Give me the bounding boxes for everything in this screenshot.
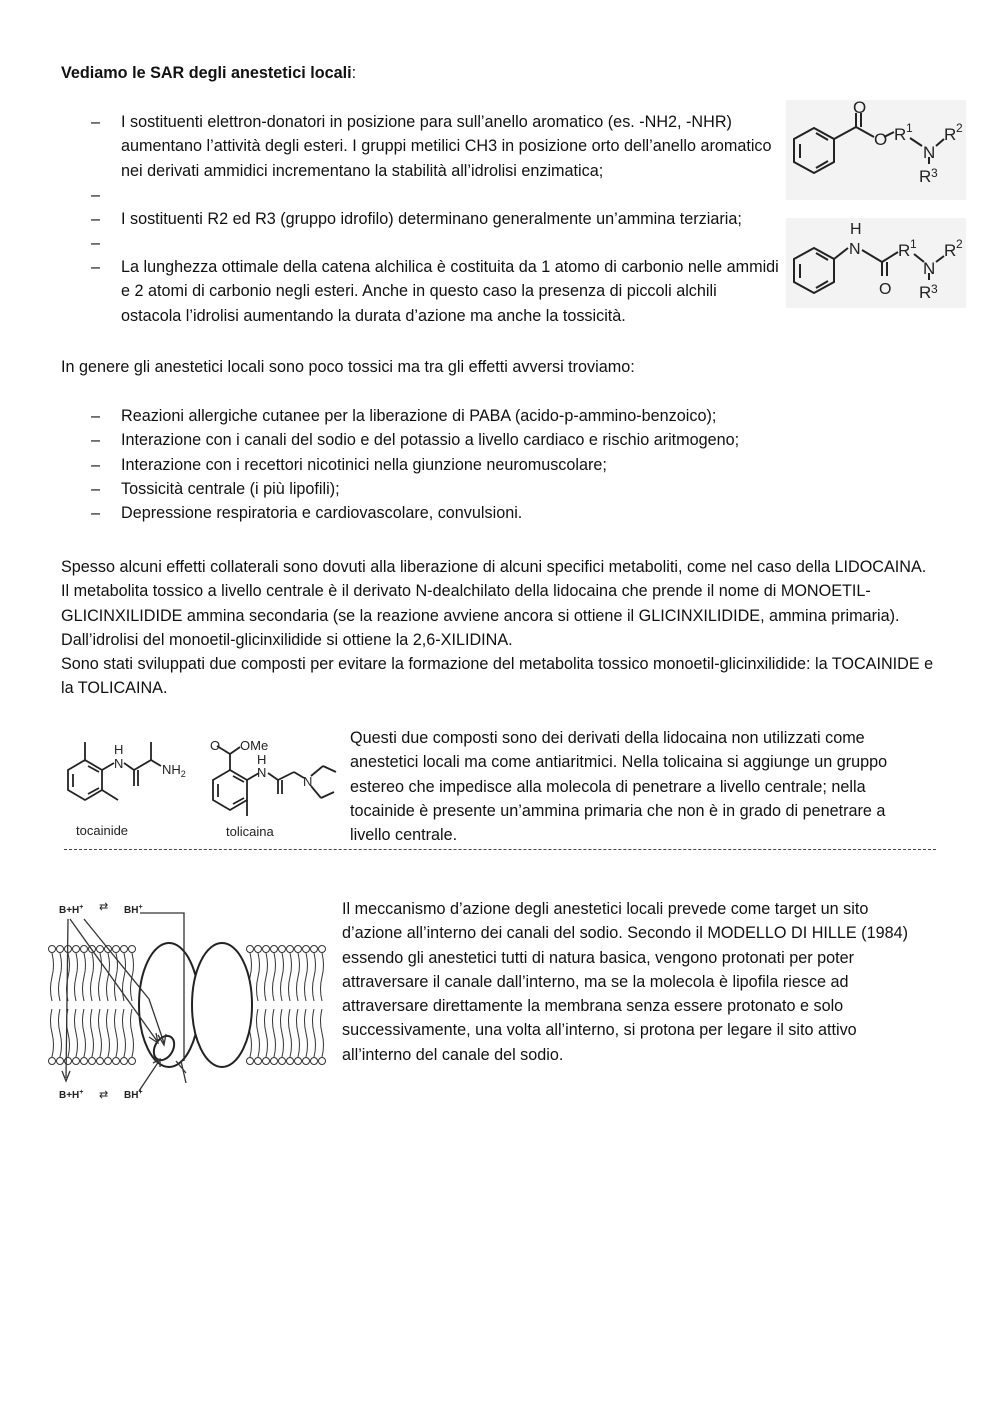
lipid-head bbox=[105, 1058, 112, 1065]
lipid-tail bbox=[51, 1009, 54, 1057]
tocainide-name: tocainide bbox=[76, 823, 129, 838]
lipid-tail bbox=[265, 953, 268, 1001]
lipid-tail bbox=[51, 953, 54, 1001]
lipid-head bbox=[311, 1058, 318, 1065]
carbonyl-oxygen-label: O bbox=[853, 100, 867, 117]
membrane-channel-diagram bbox=[44, 893, 334, 1113]
lipid-tail bbox=[83, 953, 86, 1001]
amide-nitrogen-label: N bbox=[849, 241, 861, 258]
lipid-head bbox=[287, 1058, 294, 1065]
adverse-item: – Tossicità centrale (i più lipofili); bbox=[61, 477, 941, 501]
lipid-head bbox=[129, 1058, 136, 1065]
lipid-tail bbox=[281, 953, 284, 1001]
adverse-item: – Interazione con i recettori nicotinici nella giunzione neuromuscolare; bbox=[61, 453, 941, 477]
lipid-head bbox=[113, 946, 120, 953]
r2-label: R bbox=[944, 241, 957, 260]
tolicaina-o-label: O bbox=[210, 738, 221, 753]
lipid-tail bbox=[59, 1009, 62, 1057]
lipid-head bbox=[89, 1058, 96, 1065]
top-left-equilibrium: B+H+ bbox=[59, 904, 84, 916]
lipid-head bbox=[255, 1058, 262, 1065]
lipid-tail bbox=[99, 1009, 102, 1057]
amine-nitrogen-label: N bbox=[923, 143, 936, 162]
lipid-tail bbox=[321, 953, 324, 1001]
section-heading bbox=[61, 61, 356, 85]
lipid-head bbox=[263, 1058, 270, 1065]
r3-superscript: 3 bbox=[931, 166, 938, 180]
lipid-head bbox=[57, 1058, 64, 1065]
heading-colon: : bbox=[351, 64, 357, 82]
lipid-tail bbox=[257, 953, 260, 1001]
r3-superscript: 3 bbox=[931, 282, 938, 296]
lipid-tail bbox=[289, 953, 292, 1001]
lipid-tail bbox=[107, 1009, 110, 1057]
lipid-head bbox=[303, 1058, 310, 1065]
ester-oxygen-label: O bbox=[874, 130, 888, 149]
carbonyl-oxygen-label: O bbox=[879, 281, 892, 298]
r1-superscript: 1 bbox=[910, 237, 917, 251]
compounds-paragraph: Sono stati sviluppati due composti per evitare la formazione del metabolita tossico monoetil-glicinxilidide: la TOCAINIDE e la TOLICAINA. bbox=[61, 655, 934, 698]
ester-structure-diagram bbox=[786, 100, 966, 200]
r2-superscript: 2 bbox=[956, 237, 963, 251]
lipid-head bbox=[49, 946, 56, 953]
lipid-tail bbox=[313, 1009, 316, 1057]
lipid-head bbox=[49, 1058, 56, 1065]
r1-label: R bbox=[894, 125, 907, 144]
lipid-head bbox=[121, 1058, 128, 1065]
r3-label: R bbox=[919, 167, 932, 186]
adverse-item: – Depressione respiratoria e cardiovascolare, convulsioni. bbox=[61, 501, 941, 525]
list-spacer bbox=[61, 231, 781, 255]
lipid-tail bbox=[75, 953, 78, 1001]
tolicaina-ome-label: OMe bbox=[240, 738, 269, 753]
equilibrium-arrows-bottom: ⇄ bbox=[99, 1089, 109, 1101]
lipid-tail bbox=[273, 953, 276, 1001]
lipid-head bbox=[121, 946, 128, 953]
adverse-item: – Interazione con i canali del sodio e del potassio a livello cardiaco e rischio aritmogeno; bbox=[61, 428, 941, 452]
equilibrium-arrows-top: ⇄ bbox=[99, 901, 109, 913]
lipid-tail bbox=[115, 1009, 118, 1057]
lipid-tail bbox=[321, 1009, 324, 1057]
lipid-head bbox=[295, 946, 302, 953]
lipid-head bbox=[97, 946, 104, 953]
lipid-head bbox=[73, 1058, 80, 1065]
lipid-head bbox=[97, 1058, 104, 1065]
lipid-tail bbox=[59, 953, 62, 1001]
lipid-tail bbox=[131, 1009, 134, 1057]
lipid-head bbox=[319, 946, 326, 953]
lipid-tail bbox=[107, 953, 110, 1001]
list-spacer bbox=[61, 183, 781, 207]
tolicaina-h-label: H bbox=[257, 752, 267, 767]
r2-label: R bbox=[944, 125, 957, 144]
lipid-head bbox=[319, 1058, 326, 1065]
tocainide-nh2-label: $NH_2$ bbox=[162, 762, 186, 779]
lipid-head bbox=[295, 1058, 302, 1065]
r1-superscript: 1 bbox=[906, 121, 913, 135]
lipid-head bbox=[129, 946, 136, 953]
derivatives-paragraph: Questi due composti sono dei derivati della lidocaina non utilizzati come anestetici locali ma come antiaritmici. Nella tolicaina si aggiunge un gruppo estereo che impedisce alla molecola di penetrare a livello centrale; nella tocainide è presente un’ammina primaria che non è in grado di penetrare a livello centrale. bbox=[350, 729, 888, 845]
lipid-head bbox=[271, 1058, 278, 1065]
lipid-tail bbox=[265, 1009, 268, 1057]
top-right-species: BH+ bbox=[124, 904, 143, 916]
lipid-head bbox=[271, 946, 278, 953]
amide-structure-diagram bbox=[786, 218, 966, 308]
mechanism-paragraph: Il meccanismo d’azione degli anestetici locali prevede come target un sito d’azione all’interno dei canali del sodio. Secondo il MODELLO DI HILLE (1984) essendo gli anestetici tutti di natura basica, vengono protonati per poter attraversare il canale dall’interno, ma se la molecola è lipofila riesce ad attraversare direttamente la membrana senza essere protonato e solo successivamente, una volta all’interno, si protona per legare il sito attivo all’interno del canale del sodio. bbox=[342, 900, 908, 1064]
tolicaina-amine-n-label: N bbox=[303, 774, 313, 789]
lipid-tail bbox=[91, 953, 94, 1001]
r3-label: R bbox=[919, 283, 932, 302]
lipid-head bbox=[287, 946, 294, 953]
lipid-head bbox=[279, 946, 286, 953]
lipid-tail bbox=[289, 1009, 292, 1057]
lipid-tail bbox=[91, 1009, 94, 1057]
adverse-item: – Reazioni allergiche cutanee per la liberazione di PABA (acido-p-ammino-benzoico); bbox=[61, 404, 941, 428]
lipid-tail bbox=[297, 953, 300, 1001]
lipid-tail bbox=[305, 1009, 308, 1057]
lipid-tail bbox=[273, 1009, 276, 1057]
lipid-tail bbox=[83, 1009, 86, 1057]
lipid-tail bbox=[313, 953, 316, 1001]
lipid-head bbox=[247, 946, 254, 953]
tolicaina-name: tolicaina bbox=[226, 824, 274, 839]
tocainide-tolicaina-figure bbox=[58, 730, 348, 845]
amine-nitrogen-label: N bbox=[923, 259, 936, 278]
sar-item: – I sostituenti elettron-donatori in posizione para sull’anello aromatico (es. -NH2, -NHR) aumentano l’attività degli esteri. I gruppi metilici CH3 in posizione orto dell’anello aromatico nei derivati ammidici incrementano la stabilità all’idrolisi enzimatica; bbox=[61, 110, 781, 183]
dashed-divider bbox=[64, 849, 936, 850]
adverse-list bbox=[61, 404, 941, 525]
sar-item: – La lunghezza ottimale della catena alchilica è costituita da 1 atomo di carbonio nelle ammidi e 2 atomi di carbonio negli esteri. Anche in questo caso la presenza di piccoli alchili ostacola l’idrolisi aumentando la durata d’azione ma anche la tossicità. bbox=[61, 255, 781, 328]
tolicaina-amide-n-label: N bbox=[257, 765, 267, 780]
lipid-tail bbox=[257, 1009, 260, 1057]
tocainide-n-label: N bbox=[114, 756, 124, 771]
lipid-head bbox=[279, 1058, 286, 1065]
lipid-head bbox=[303, 946, 310, 953]
lipid-head bbox=[113, 1058, 120, 1065]
lipid-head bbox=[81, 946, 88, 953]
lipid-tail bbox=[123, 1009, 126, 1057]
bottom-right-species: BH+ bbox=[124, 1089, 143, 1101]
lipid-head bbox=[255, 946, 262, 953]
heading-text: Vediamo le SAR degli anestetici locali bbox=[61, 64, 352, 82]
lipid-head bbox=[81, 1058, 88, 1065]
tocainide-h-label: H bbox=[114, 742, 124, 757]
lipid-tail bbox=[305, 953, 308, 1001]
channel-protein-right bbox=[192, 943, 252, 1067]
lipid-head bbox=[311, 946, 318, 953]
metabolites-paragraph: Spesso alcuni effetti collaterali sono dovuti alla liberazione di alcuni specifici metaboliti, come nel caso della LIDOCAINA. Il metabolita tossico a livello centrale è il derivato N-dealchilato della lidocaina che prende il nome di MONOETIL-GLICINXILIDIDE ammina secondaria (se la reazione avviene ancora si ottiene il GLICINXILIDIDE, ammina primaria). Dall’idrolisi del monoetil-glicinxilidide si ottiene la 2,6-XILIDINA. bbox=[61, 558, 927, 649]
sar-item: – I sostituenti R2 ed R3 (gruppo idrofilo) determinano generalmente un’ammina terziaria; bbox=[61, 207, 781, 231]
adverse-intro: In genere gli anestetici locali sono poco tossici ma tra gli effetti avversi troviamo: bbox=[61, 358, 635, 376]
bottom-left-equilibrium: B+H+ bbox=[59, 1089, 84, 1101]
r2-superscript: 2 bbox=[956, 121, 963, 135]
lipid-head bbox=[247, 1058, 254, 1065]
lipid-head bbox=[263, 946, 270, 953]
amide-hydrogen-label: H bbox=[850, 221, 862, 238]
sar-list bbox=[61, 110, 781, 328]
lipid-tail bbox=[297, 1009, 300, 1057]
lipid-head bbox=[57, 946, 64, 953]
lipid-head bbox=[73, 946, 80, 953]
r1-label: R bbox=[898, 241, 911, 260]
lipid-tail bbox=[75, 1009, 78, 1057]
lipid-tail bbox=[281, 1009, 284, 1057]
